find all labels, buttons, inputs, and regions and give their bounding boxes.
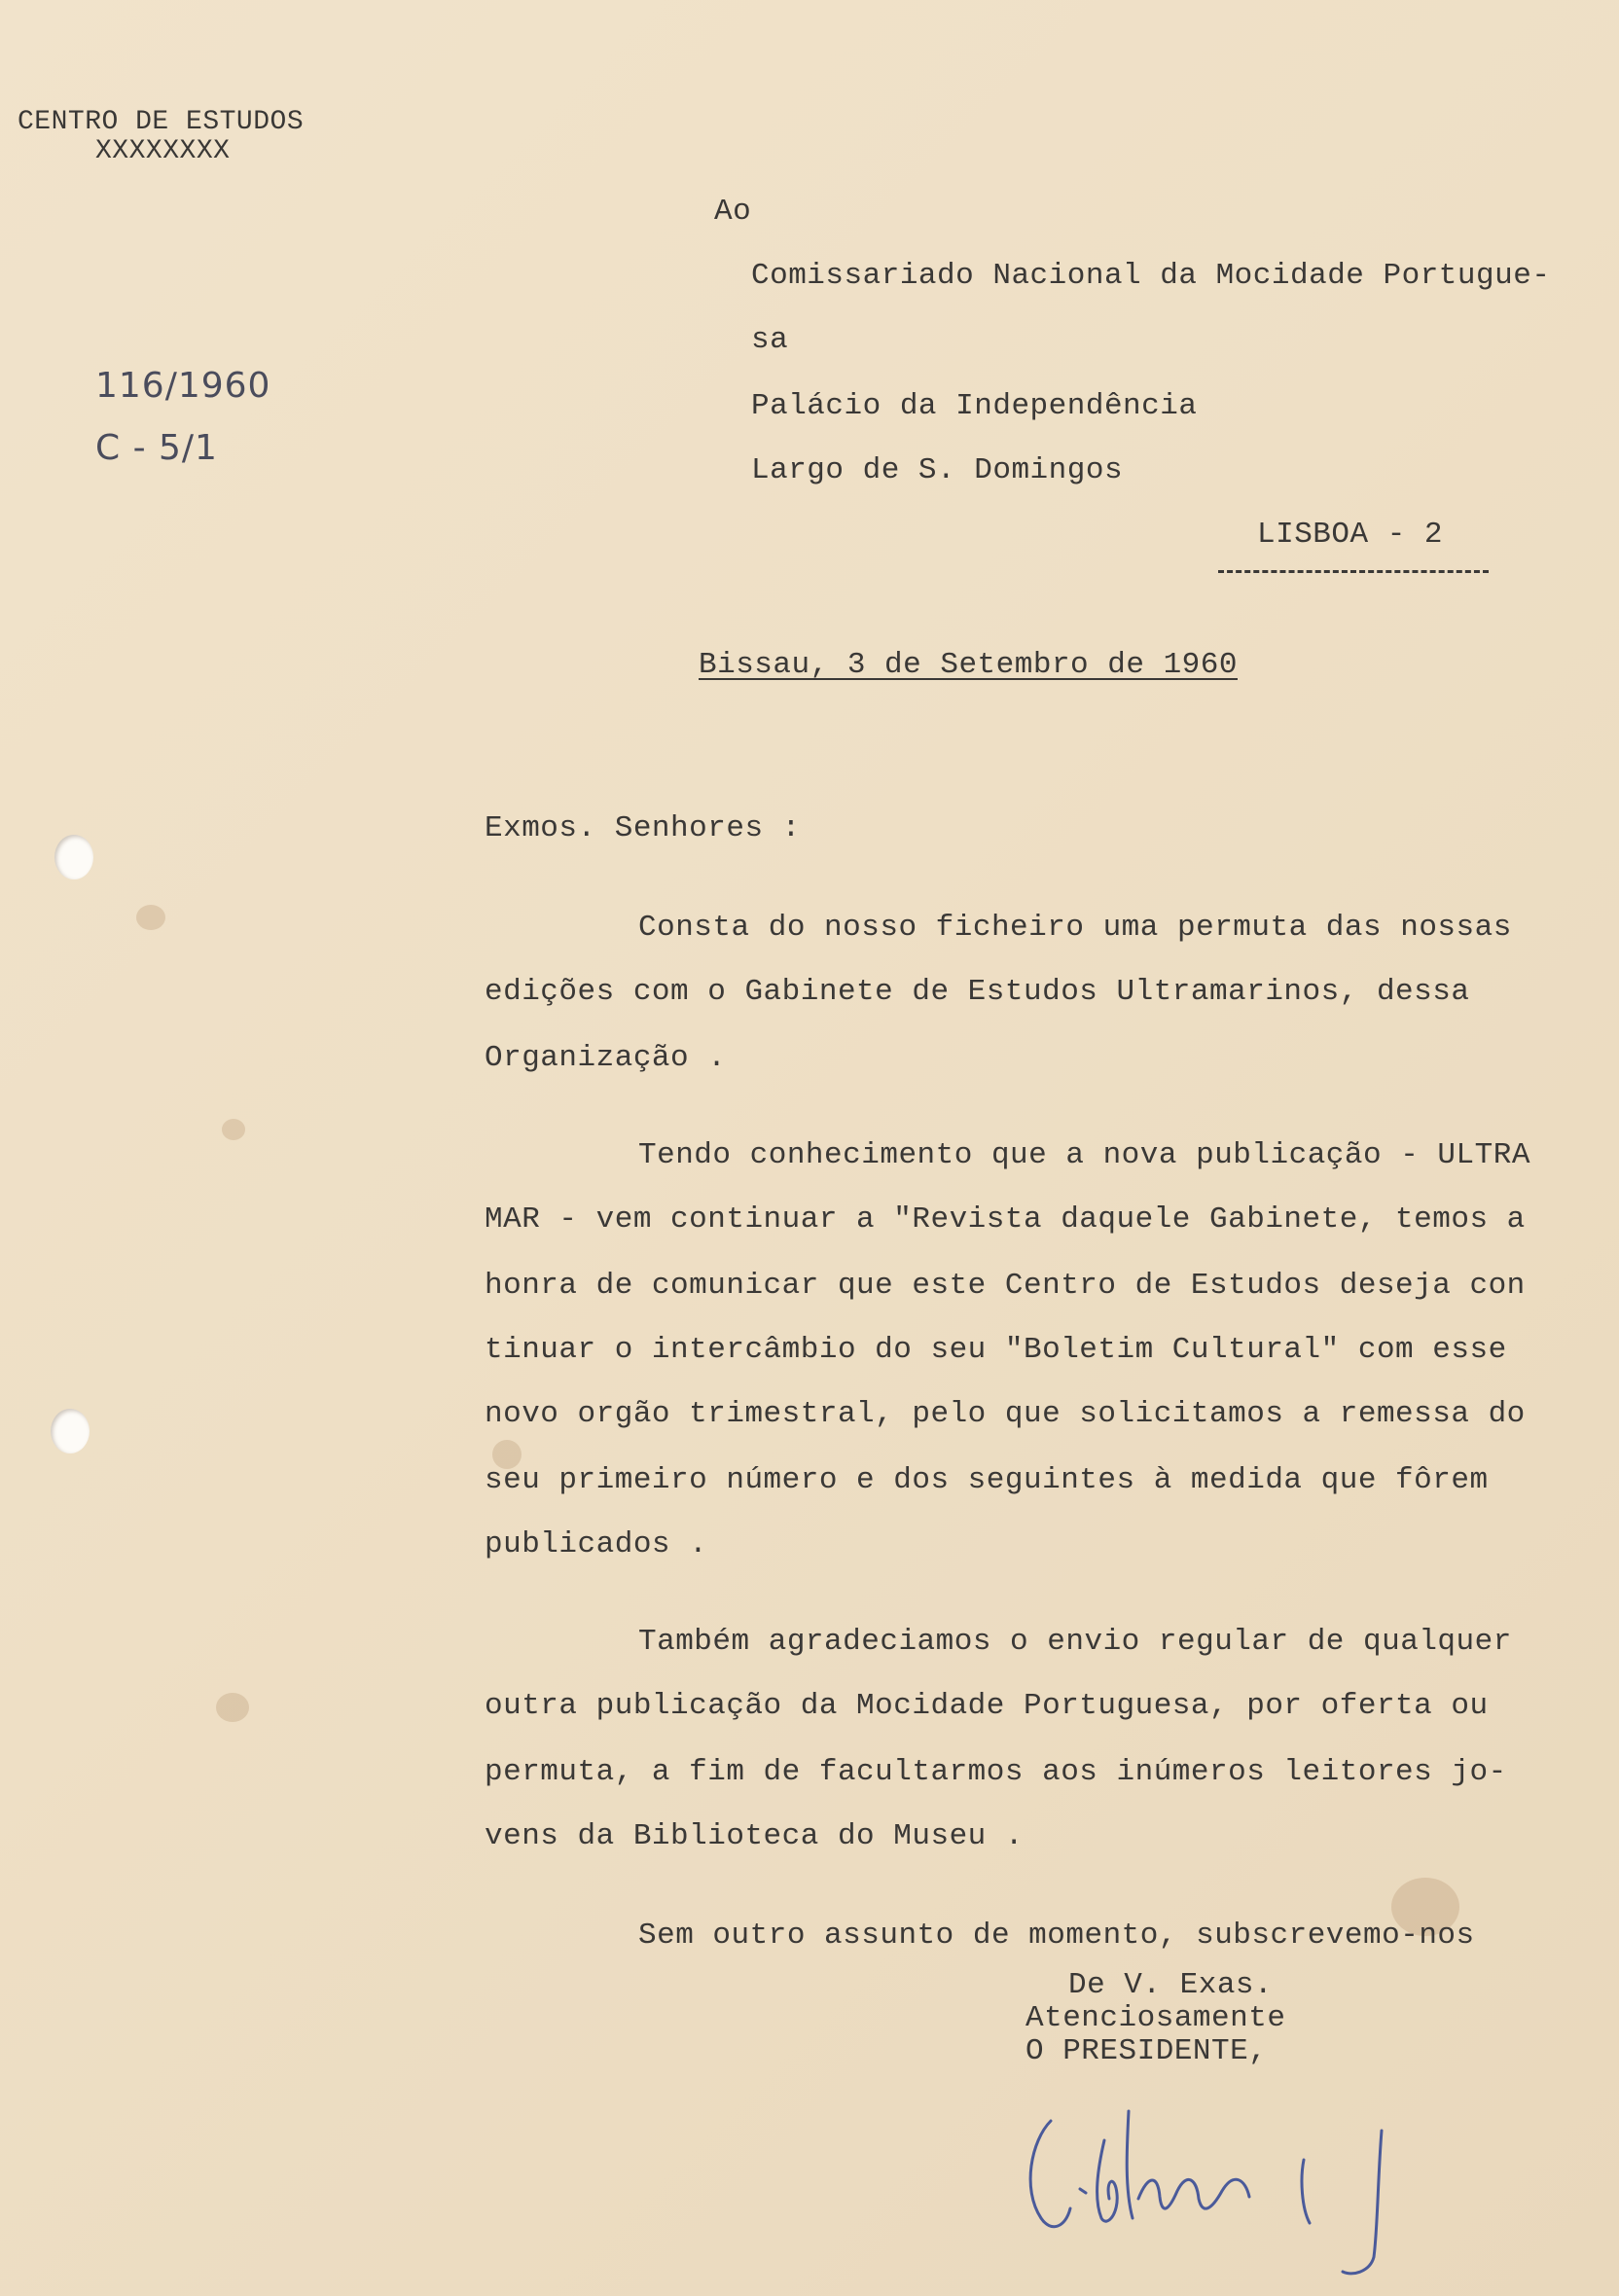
recipient-line: Largo de S. Domingos xyxy=(751,453,1124,487)
recipient-line: Comissariado Nacional da Mocidade Portugue- xyxy=(751,259,1551,293)
greeting: Exmos. Senhores : xyxy=(485,811,801,845)
org-name-struck: XXXXXXXX xyxy=(95,136,231,166)
filing-reference-number: 116/1960 xyxy=(95,366,271,406)
handwritten-signature-icon xyxy=(1012,2082,1440,2277)
body-line: novo orgão trimestral, pelo que solicitamos a remessa do xyxy=(485,1397,1526,1431)
recipient-line: sa xyxy=(751,323,789,357)
body-line: permuta, a fim de facultarmos aos inúmeros leitores jo- xyxy=(485,1755,1507,1789)
filing-reference-code: C - 5/1 xyxy=(95,428,218,468)
body-line: outra publicação da Mocidade Portuguesa, por oferta ou xyxy=(485,1689,1489,1723)
paper-stain xyxy=(222,1119,245,1140)
body-line: seu primeiro número e dos seguintes à medida que fôrem xyxy=(485,1463,1489,1497)
body-line: edições com o Gabinete de Estudos Ultramarinos, dessa xyxy=(485,975,1470,1009)
paper-stain xyxy=(136,905,165,930)
punch-hole-bottom xyxy=(51,1409,90,1453)
closing-line: Atenciosamente xyxy=(1025,2001,1286,2035)
paper-stain xyxy=(216,1693,249,1722)
recipient-line: Palácio da Independência xyxy=(751,389,1198,423)
city-underline xyxy=(1218,570,1489,573)
recipient-salutation: Ao xyxy=(714,195,752,229)
body-line: vens da Biblioteca do Museu . xyxy=(485,1819,1024,1853)
body-line: Organização . xyxy=(485,1041,727,1075)
recipient-city: LISBOA - 2 xyxy=(1257,518,1444,552)
closing-title: O PRESIDENTE, xyxy=(1025,2034,1268,2068)
body-line: tinuar o intercâmbio do seu "Boletim Cultural" com esse xyxy=(485,1333,1507,1367)
body-line: honra de comunicar que este Centro de Estudos deseja con xyxy=(485,1269,1526,1303)
body-line: publicados . xyxy=(485,1527,708,1561)
punch-hole-top xyxy=(54,835,93,879)
closing-line: Sem outro assunto de momento, subscrevemo-nos xyxy=(638,1919,1475,1953)
body-line: Consta do nosso ficheiro uma permuta das nossas xyxy=(638,911,1512,945)
closing-line: De V. Exas. xyxy=(1068,1968,1274,2002)
body-line: Também agradeciamos o envio regular de qualquer xyxy=(638,1625,1512,1659)
body-line: MAR - vem continuar a "Revista daquele Gabinete, temos a xyxy=(485,1202,1526,1237)
body-line: Tendo conhecimento que a nova publicação - ULTRA xyxy=(638,1138,1530,1172)
date-line: Bissau, 3 de Setembro de 1960 xyxy=(699,648,1238,682)
org-name: CENTRO DE ESTUDOS xyxy=(18,107,305,137)
